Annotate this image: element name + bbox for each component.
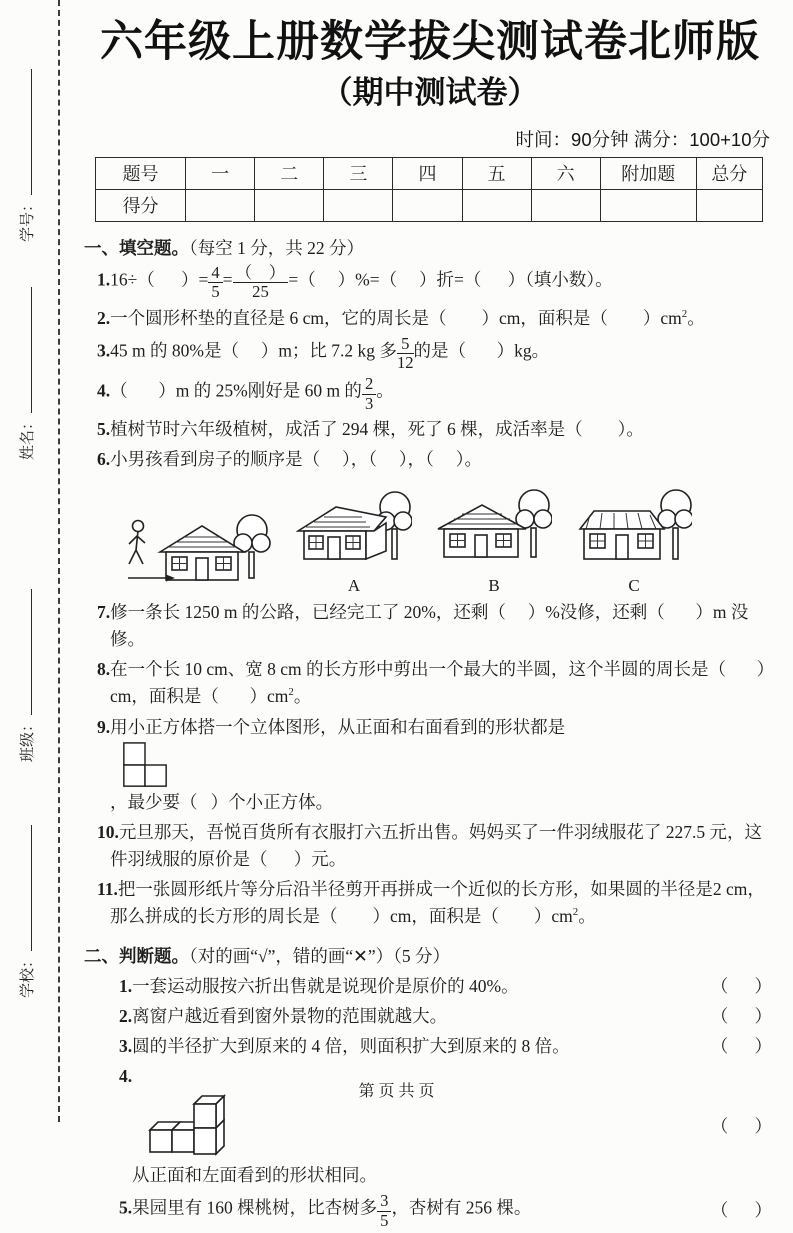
fraction: $\frac{2}{3}$ <box>362 375 376 413</box>
answer-blank: （ ） <box>710 975 772 996</box>
judge-question-5: 5.果园里有 160 棵桃树，比杏树多 $\frac{3}{5}$ ，杏树有 256 棵。 （ ） <box>119 1191 772 1230</box>
fill-question-11: 11.把一张圆形纸片等分后沿半径剪开再拼成一个近似的长方形，如果圆的半径是2 cm，那么拼成的长方形的周长是（ ）cm，面积是（ ）$cm^2$。 <box>97 879 765 927</box>
section-fill-heading: 一、填空题。（每空 1 分，共 22 分） <box>84 237 364 258</box>
score-blank-cell <box>531 189 600 221</box>
score-header-row <box>96 157 763 189</box>
boy-icon <box>133 521 144 532</box>
score-blank-cell <box>462 189 531 221</box>
fraction: $\frac{3}{5}$ <box>377 1192 391 1230</box>
score-header-cell: 五 <box>462 157 531 189</box>
boy-and-house-figure <box>122 500 272 596</box>
school-label: 学校： <box>20 952 36 998</box>
score-header-cell: 四 <box>393 157 462 189</box>
fill-question-9: 9.用小正方体搭一个立体图形，从正面和右面看到的形状都是 ，最少要（ ）个小正方体。 <box>97 716 566 812</box>
class-label: 班级： <box>20 716 36 762</box>
student-name-writing-line <box>18 287 33 413</box>
score-blank-cell <box>324 189 393 221</box>
fold-dashed-line <box>58 0 60 1122</box>
score-row-label: 得分 <box>96 189 186 221</box>
main-content <box>84 18 772 1233</box>
school-writing-line <box>18 825 33 951</box>
answer-blank: （ ） <box>710 1035 772 1056</box>
fill-question-1: 1.16÷（ ）= $\frac{4}{5}$ = $\frac{( )}{25}$ =（ ）%=（ ）折=（ ）（填小数）。 <box>97 263 613 302</box>
score-header-cell: 总分 <box>696 157 762 189</box>
class-writing-line <box>18 589 33 715</box>
score-header-cell: 二 <box>255 157 324 189</box>
fill-question-3: 3.45 m 的 80%是（ ）m；比 7.2 kg 多 $\frac{5}{12}$ 的是（ ）kg。 <box>97 333 550 373</box>
page-subtitle: （期中测试卷） <box>321 75 539 111</box>
answer-blank: （ ） <box>710 1005 772 1026</box>
fraction: $\frac{5}{12}$ <box>396 333 414 373</box>
fill-question-2: 2.一个圆形杯垫的直径是 6 cm，它的周长是（ ）cm，面积是（ ）$cm^2$。 <box>97 307 705 328</box>
fraction: $\frac{( )}{25}$ <box>233 264 289 302</box>
question6-houses-figure <box>122 479 772 596</box>
answer-blank: （ ） <box>710 1200 772 1221</box>
judge-question-3: 3.圆的半径扩大到原来的 4 倍，则面积扩大到原来的 8 倍。 （ ） <box>88 1033 772 1060</box>
section-judge-heading: 二、判断题。（对的画“√”，错的画“✕”）（5 分） <box>84 946 450 967</box>
class-block <box>16 589 37 762</box>
fill-question-7: 7.修一条长 1250 m 的公路，已经完工了 20%，还剩（ ）%没修，还剩（ ）m 没修。 <box>97 602 749 650</box>
score-blank-cell <box>186 189 255 221</box>
student-id-label: 学号： <box>20 196 36 242</box>
score-value-row <box>96 189 763 221</box>
house-option-a <box>296 479 412 596</box>
score-blank-cell <box>600 189 696 221</box>
score-header-cell: 一 <box>186 157 255 189</box>
lshape-view-figure <box>122 741 168 789</box>
fill-question-6: 6.小男孩看到房子的顺序是（ ），（ ），（ ）。 <box>97 448 482 469</box>
judge-question-2: 2.离窗户越近看到窗外景物的范围就越大。 （ ） <box>88 1003 772 1030</box>
fill-question-5: 5.植树节时六年级植树，成活了 294 棵，死了 6 棵，成活率是（ ）。 <box>97 418 644 439</box>
house-label: B <box>488 576 500 596</box>
judge-question-1: 1.一套运动服按六折出售就是说现价是原价的 40%。 （ ） <box>88 973 772 1000</box>
score-header-cell: 题号 <box>96 157 186 189</box>
fill-question-8: 8.在一个长 10 cm、宽 8 cm 的长方形中剪出一个最大的半圆，这个半圆的周长是（ ）cm，面积是（ ）$cm^2$。 <box>97 659 766 707</box>
exam-meta: 时间：90分钟 满分：100+10分 <box>515 128 770 150</box>
house-b-figure <box>436 479 552 575</box>
student-id-block <box>16 69 37 242</box>
score-table <box>95 157 763 222</box>
answer-blank: （ ） <box>710 1115 772 1136</box>
student-name-label: 姓名： <box>20 414 36 460</box>
house-option-b <box>436 479 552 596</box>
score-blank-cell <box>255 189 324 221</box>
score-header-cell: 三 <box>324 157 393 189</box>
fraction: $\frac{4}{5}$ <box>208 264 222 302</box>
house-label: C <box>628 576 640 596</box>
score-header-cell: 六 <box>531 157 600 189</box>
fill-question-10: 10.元旦那天，吾悦百货所有衣服打六五折出售。妈妈买了一件羽绒服花了 227.5 元，这件羽绒服的原价是（ ）元。 <box>97 821 762 869</box>
fill-question-4: 4.（ ）m 的 25%刚好是 60 m 的 $\frac{2}{3}$ 。 <box>97 374 394 413</box>
score-blank-cell <box>696 189 762 221</box>
score-blank-cell <box>393 189 462 221</box>
page-footer: 第 页 共 页 <box>358 1083 435 1100</box>
house-a-figure <box>296 479 412 575</box>
house-c-figure <box>576 479 692 575</box>
house-label: A <box>347 576 361 596</box>
judge-question-4: 4. 从正面和左面看到的形状相同。 （ ） <box>119 1065 772 1186</box>
page-title: 六年级上册数学拔尖测试卷北师版 <box>100 18 760 66</box>
student-id-writing-line <box>18 69 33 195</box>
school-block <box>16 825 37 998</box>
score-header-cell: 附加题 <box>600 157 696 189</box>
house-option-c <box>576 479 692 596</box>
student-name-block <box>16 287 37 460</box>
